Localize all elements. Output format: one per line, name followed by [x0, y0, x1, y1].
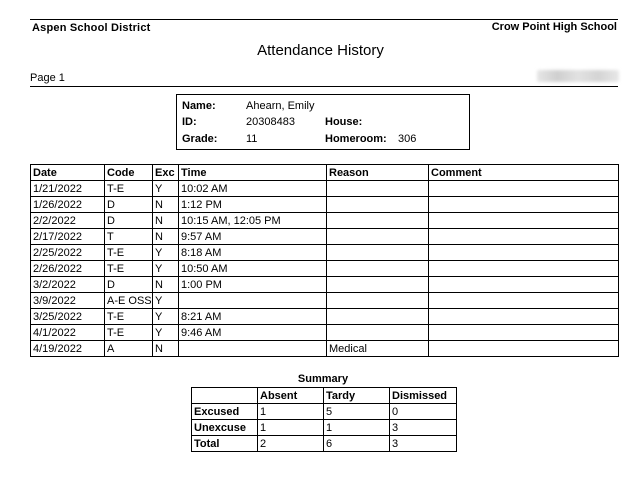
- comment-cell: [429, 229, 619, 245]
- comment-cell: [429, 325, 619, 341]
- col-header: Date: [31, 165, 105, 181]
- comment-cell: [429, 197, 619, 213]
- table-row: [31, 325, 619, 341]
- table-row: [31, 277, 619, 293]
- exc-cell: N: [153, 229, 179, 245]
- code-cell: D: [105, 197, 153, 213]
- absent-cell: 1: [258, 404, 324, 420]
- table-row: [31, 261, 619, 277]
- exc-cell: Y: [153, 261, 179, 277]
- table-row: [31, 309, 619, 325]
- reason-cell: [327, 229, 429, 245]
- time-cell: [179, 341, 327, 357]
- col-header: Reason: [327, 165, 429, 181]
- comment-cell: [429, 245, 619, 261]
- redacted-field: [537, 70, 619, 82]
- comment-cell: [429, 309, 619, 325]
- col-header: Dismissed: [390, 388, 457, 404]
- time-cell: 10:02 AM: [179, 181, 327, 197]
- tardy-cell: 5: [324, 404, 390, 420]
- comment-cell: [429, 213, 619, 229]
- comment-cell: [429, 341, 619, 357]
- table-row: [31, 293, 619, 309]
- reason-cell: [327, 293, 429, 309]
- table-row: [31, 245, 619, 261]
- student-id: 20308483: [246, 116, 295, 128]
- name-label: Name:: [182, 100, 216, 112]
- tardy-cell: 6: [324, 436, 390, 452]
- date-cell: 3/2/2022: [31, 277, 105, 293]
- tardy-cell: 1: [324, 420, 390, 436]
- row-label: Excused: [192, 404, 258, 420]
- code-cell: D: [105, 213, 153, 229]
- reason-cell: [327, 325, 429, 341]
- summary-header-row: [192, 388, 457, 404]
- reason-cell: [327, 277, 429, 293]
- attendance-header-row: [31, 165, 619, 181]
- summary-title: Summary: [297, 373, 349, 385]
- date-cell: 3/9/2022: [31, 293, 105, 309]
- col-header: Comment: [429, 165, 619, 181]
- page-number: Page 1: [30, 72, 65, 84]
- table-row: [192, 404, 457, 420]
- exc-cell: N: [153, 277, 179, 293]
- reason-cell: [327, 213, 429, 229]
- code-cell: D: [105, 277, 153, 293]
- house-label: House:: [325, 116, 363, 128]
- code-cell: T-E: [105, 245, 153, 261]
- date-cell: 2/2/2022: [31, 213, 105, 229]
- time-cell: [179, 293, 327, 309]
- summary-table: [191, 387, 457, 452]
- code-cell: T-E: [105, 261, 153, 277]
- time-cell: 8:18 AM: [179, 245, 327, 261]
- student-info-box: [176, 94, 470, 150]
- reason-cell: [327, 261, 429, 277]
- exc-cell: Y: [153, 325, 179, 341]
- time-cell: 10:15 AM, 12:05 PM: [179, 213, 327, 229]
- reason-cell: [327, 181, 429, 197]
- dismissed-cell: 0: [390, 404, 457, 420]
- table-row: [31, 197, 619, 213]
- date-cell: 4/1/2022: [31, 325, 105, 341]
- table-row: [31, 181, 619, 197]
- code-cell: T-E: [105, 309, 153, 325]
- col-header: [192, 388, 258, 404]
- id-label: ID:: [182, 116, 197, 128]
- homeroom-value: 306: [398, 133, 417, 145]
- table-row: [31, 341, 619, 357]
- date-cell: 3/25/2022: [31, 309, 105, 325]
- col-header: Code: [105, 165, 153, 181]
- date-cell: 1/21/2022: [31, 181, 105, 197]
- absent-cell: 1: [258, 420, 324, 436]
- col-header: Absent: [258, 388, 324, 404]
- code-cell: A-E OSS: [105, 293, 153, 309]
- code-cell: T-E: [105, 325, 153, 341]
- dismissed-cell: 3: [390, 420, 457, 436]
- page-title: Attendance History: [257, 42, 384, 59]
- row-label: Total: [192, 436, 258, 452]
- top-rule: [30, 19, 618, 20]
- col-header: Time: [179, 165, 327, 181]
- header-rule: [30, 86, 618, 87]
- time-cell: 10:50 AM: [179, 261, 327, 277]
- row-label: Unexcuse: [192, 420, 258, 436]
- school-name: Crow Point High School: [491, 21, 617, 33]
- absent-cell: 2: [258, 436, 324, 452]
- exc-cell: Y: [153, 245, 179, 261]
- comment-cell: [429, 277, 619, 293]
- date-cell: 2/25/2022: [31, 245, 105, 261]
- exc-cell: Y: [153, 293, 179, 309]
- time-cell: 1:00 PM: [179, 277, 327, 293]
- date-cell: 1/26/2022: [31, 197, 105, 213]
- date-cell: 4/19/2022: [31, 341, 105, 357]
- time-cell: 8:21 AM: [179, 309, 327, 325]
- exc-cell: N: [153, 197, 179, 213]
- table-row: [192, 436, 457, 452]
- comment-cell: [429, 181, 619, 197]
- time-cell: 9:57 AM: [179, 229, 327, 245]
- homeroom-label: Homeroom:: [325, 133, 387, 145]
- reason-cell: [327, 197, 429, 213]
- student-name: Ahearn, Emily: [246, 100, 315, 112]
- date-cell: 2/26/2022: [31, 261, 105, 277]
- comment-cell: [429, 261, 619, 277]
- reason-cell: [327, 309, 429, 325]
- attendance-table: [30, 164, 619, 357]
- exc-cell: N: [153, 213, 179, 229]
- exc-cell: Y: [153, 309, 179, 325]
- code-cell: A: [105, 341, 153, 357]
- code-cell: T-E: [105, 181, 153, 197]
- col-header: Tardy: [324, 388, 390, 404]
- time-cell: 9:46 AM: [179, 325, 327, 341]
- grade-label: Grade:: [182, 133, 218, 145]
- dismissed-cell: 3: [390, 436, 457, 452]
- grade-value: 11: [246, 133, 258, 145]
- comment-cell: [429, 293, 619, 309]
- reason-cell: [327, 245, 429, 261]
- reason-cell: Medical: [327, 341, 429, 357]
- code-cell: T: [105, 229, 153, 245]
- district-name: Aspen School District: [32, 22, 151, 34]
- date-cell: 2/17/2022: [31, 229, 105, 245]
- table-row: [31, 229, 619, 245]
- exc-cell: Y: [153, 181, 179, 197]
- exc-cell: N: [153, 341, 179, 357]
- col-header: Exc: [153, 165, 179, 181]
- table-row: [31, 213, 619, 229]
- table-row: [192, 420, 457, 436]
- time-cell: 1:12 PM: [179, 197, 327, 213]
